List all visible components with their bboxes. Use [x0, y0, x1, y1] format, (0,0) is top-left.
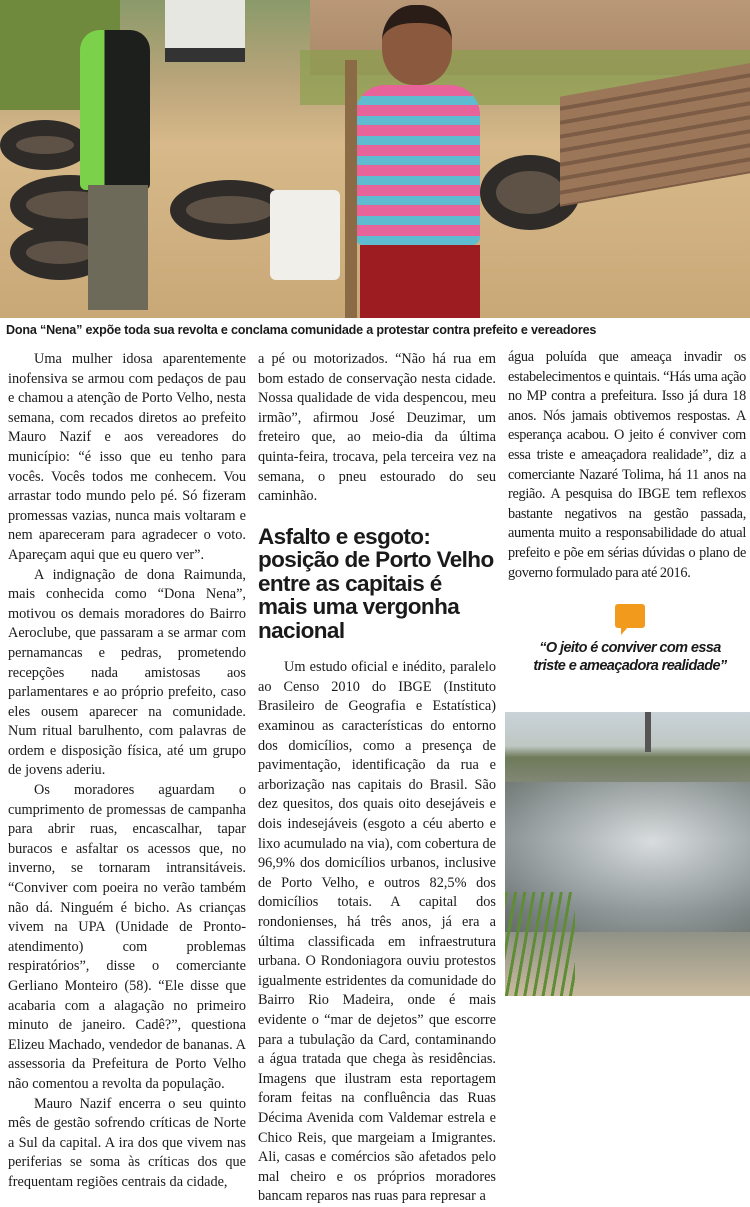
article-column-1: [8, 350, 246, 1193]
speech-bubble-icon: [615, 604, 645, 628]
paragraph: água poluída que ameaça invadir os estabelecimentos e quintais. “Hás uma ação no MP contra a prefeitura. Isso já dura 18 anos. Nós jamais obtivemos respostas. A esperança acabou. O jeito é conviver com essa triste e ameaçadora realidade”, diz a comerciante Nazaré Tolima, há 11 anos na região. A pesquisa do IBGE tem reflexos bastante negativos na gestão passada, aumenta muito a responsabilidade do atual prefeito e põe em sérias dúvidas o plano de governo formulado para até 2016.: [508, 349, 746, 581]
article-column-2: [258, 350, 496, 1207]
man-figure: [70, 10, 160, 310]
paragraph: Uma mulher idosa aparentemente inofensiva se armou com pedaços de pau e chamou a atenção de Porto Velho, nesta semana, com recados diretos ao prefeito Mauro Nazif e aos vereadores do município: “é isso que eu tenho para vocês. Vocês todos me conhecem. Vou arrastar todo mundo pelo pé. Só fizeram promessas vazias, nunca mais voltaram e nem apareceram para agradecer o voto. Apareçam aqui que eu quero ver”.: [8, 351, 246, 563]
pull-quote-text: “O jeito é conviver com essa triste e ameaçadora realidade”: [533, 640, 727, 674]
protest-photo: [0, 0, 750, 318]
photo-caption: Dona “Nena” expõe toda sua revolta e conclama comunidade a protestar contra prefeito e vereadores: [6, 323, 597, 337]
paragraph: Mauro Nazif encerra o seu quinto mês de gestão sofrendo críticas de Norte a Sul da capital. A ira dos que vivem nas periferias se soma às críticas dos que frequentam regiões centrais da cidade,: [8, 1095, 246, 1190]
paragraph: Um estudo oficial e inédito, paralelo ao Censo 2010 do IBGE (Instituto Brasileiro de Geografia e Estatística) examinou as características do entorno dos domicílios, como a presença de pavimentação, identificação da rua e arborização nas capitais do Brasil. São dez quesitos, dos quais oito desejáveis e dois indesejáveis (esgoto a céu aberto e lixo acumulado na via), com cobertura de 96,9% dos domicílios urbanos, inclusive de Porto Velho, e outros 82,5% dos domicílios totais. A capital dos rondonienses, há três anos, já era a última classificada em infraestrutura urbana. O Rondoniagora ouviu protestos igualmente estridentes da comunidade do Bairro Rio Madeira, onde é mais evidente o “mar de dejetos” que escorre para a tubulação da Card, contaminando a água tratada que chega às residências. Imagens que ilustram esta reportagem foram feitas na confluência das Ruas Décima Avenida com Valdemar estrela e Chico Reis, que margeiam a Imigrantes. Ali, casas e comércios são afetados pelo mal cheiro e os próprios moradores bancam reparos nas ruas para represar a: [258, 659, 496, 1205]
flooded-street-photo: [505, 712, 750, 996]
pull-quote: [530, 604, 730, 675]
section-headline: Asfalto e esgoto: posição de Porto Velho entre as capitais é mais uma vergonha nacional: [258, 523, 494, 643]
article-column-3: [508, 348, 746, 583]
paragraph: a pé ou motorizados. “Não há rua em bom estado de conservação nesta cidade. Nossa qualidade de vida despencou, meu irmão”, afirmou José Deuzimar, um freteiro que, ao meio-dia da última quinta-feira, trocava, pela terceira vez na semana, o pneu estourado do seu caminhão.: [258, 351, 496, 505]
paragraph: A indignação de dona Raimunda, mais conhecida como “Dona Nena”, motivou os demais moradores do Bairro Aeroclube, que passaram a se armar com pernamancas e pedras, prometendo recepções nada amistosas aos parlamentares e ao próprio prefeito, caso eles ousem aparecer na comunidade. Num ritual barulhento, com palavras de ordem e disposição física, até um grupo de jovens aderiu.: [8, 566, 246, 779]
paragraph: Os moradores aguardam o cumprimento de promessas de campanha para abrir ruas, encascalhar, tapar buracos e asfaltar os acessos que, no inverno, se tornaram intransitáveis. “Conviver com poeira no verão também não dá. Ninguém é bicho. As crianças vivem na UPA (Unidade de Pronto-atendimento) com problemas respiratórios”, disse o comerciante Gerliano Monteiro (58). “Ele disse que acabaria com a alagação no primeiro minuto de janeiro. Cadê?”, questiona Elizeu Machado, vendedor de bananas. A assessoria da Prefeitura de Porto Velho não comentou a revolta da população.: [8, 782, 246, 1092]
truck: [165, 0, 245, 62]
